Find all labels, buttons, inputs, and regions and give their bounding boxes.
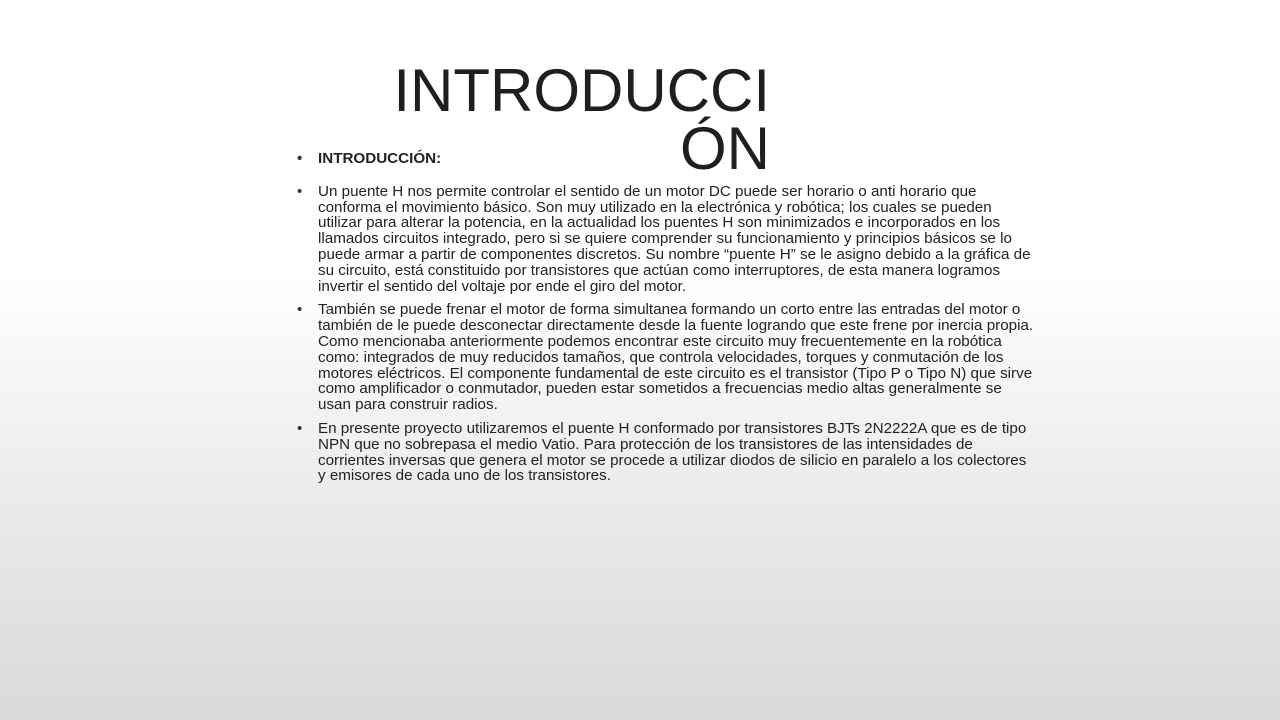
slide-title-line-1: INTRODUCCI (393, 57, 770, 125)
bullet-paragraph-2: • También se puede frenar el motor de forma simultanea formando un corto entre las entradas del motor o también de le puede desconectar directamente desde la fuente logrando que este frene por inercia propia. Como mencionaba anteriormente podemos encontrar este circuito muy frecuentemente en la robótica como: integrados de muy reducidos tamaños, que controla velocidades, torques y conmutación de los motores eléctricos. El componente fundamental de este circuito es el transistor (Tipo P o Tipo N) que sirve como amplificador o conmutador, pueden estar sometidos a frecuencias medio altas generalmente se usan para construir radios. (297, 302, 1037, 413)
slide-title-line-2: ÓN (680, 115, 770, 183)
bullet-list (297, 151, 1037, 492)
bullet-paragraph-3: • En presente proyecto utilizaremos el puente H conformado por transistores BJTs 2N2222A que es de tipo NPN que no sobrepasa el medio Vatio. Para protección de los transistores de las intensidades de corrientes inversas que genera el motor se procede a utilizar diodos de silicio en paralelo a los colectores y emisores de cada uno de los transistores. (297, 421, 1037, 484)
bullet-heading: • INTRODUCCIÓN: (297, 151, 1037, 167)
bullet-paragraph-1: • Un puente H nos permite controlar el sentido de un motor DC puede ser horario o anti horario que conforma el movimiento básico. Son muy utilizado en la electrónica y robótica; los cuales se pueden utilizar para alterar la potencia, en la actualidad los puentes H son minimizados e incorporados en los llamados circuitos integrado, pero si se quiere comprender su funcionamiento y principios básicos se lo puede armar a partir de componentes discretos. Su nombre “puente H” se le asigno debido a la gráfica de su circuito, está constituido por transistores que actúan como interruptores, de esta manera logramos invertir el sentido del voltaje por ende el giro del motor. (297, 184, 1037, 295)
